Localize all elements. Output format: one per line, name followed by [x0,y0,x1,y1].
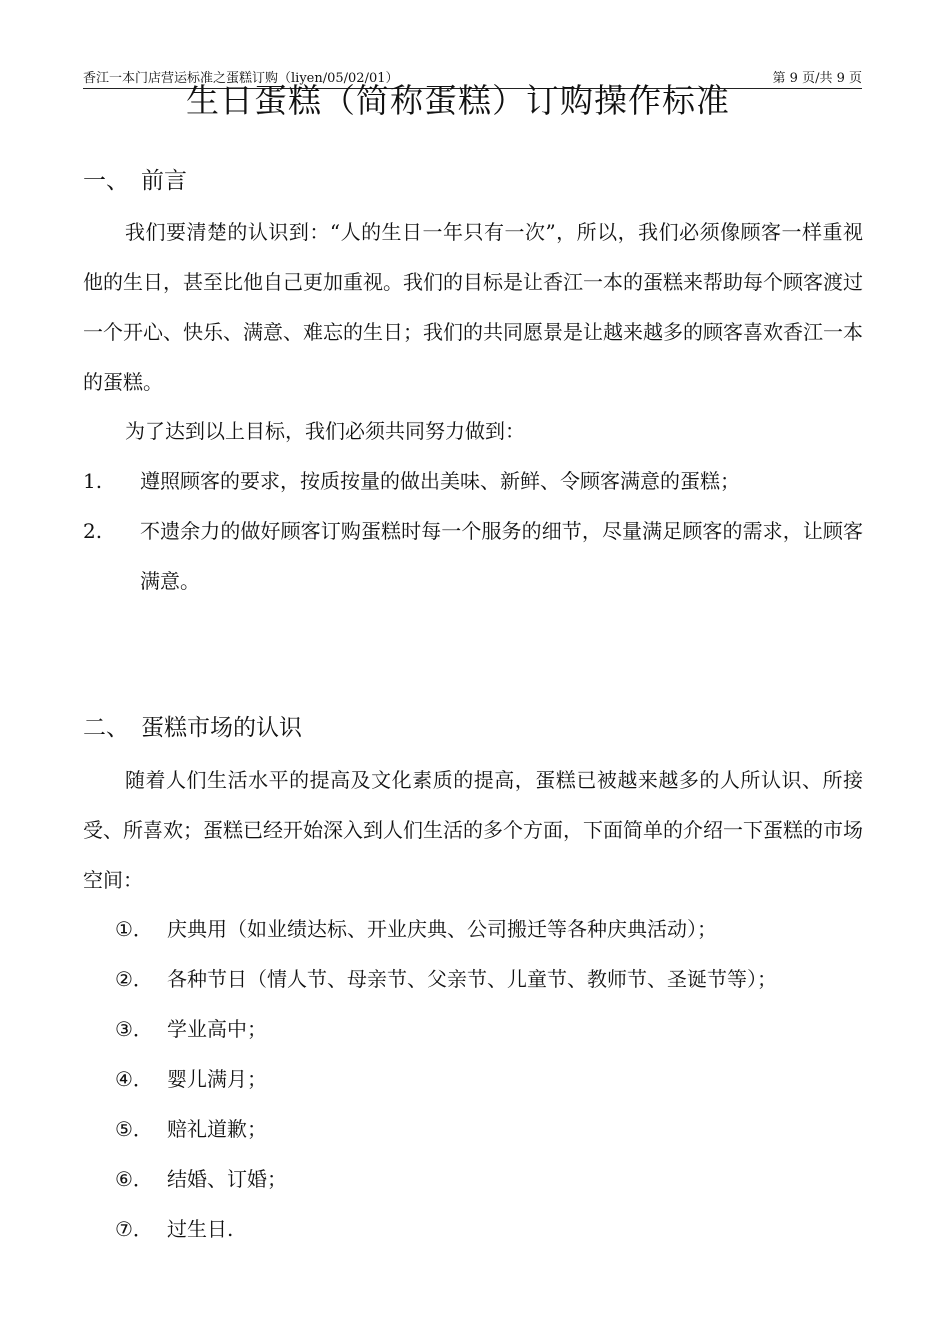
list-item-text: 结婚、订婚； [167,1167,287,1191]
item-text: 遵照顾客的要求，按质按量的做出美味、新鲜、令顾客满意的蛋糕； [140,469,740,493]
list-marker: ⑦． [115,1217,153,1241]
list-item-text: 各种节日（情人节、母亲节、父亲节、儿童节、教师节、圣诞节等）； [167,967,777,991]
list-item [115,1004,267,1054]
list-item [115,1154,287,1204]
list-item [115,1204,233,1254]
list-item-text: 过生日. [167,1217,234,1241]
list-marker: ②． [115,967,153,991]
list-marker: ⑤． [115,1117,153,1141]
section-title: 前言 [141,168,187,194]
item-number: 1. [83,469,103,493]
section-title: 蛋糕市场的认识 [141,715,302,741]
section-number: 二、 [83,715,129,741]
numbered-item [83,506,863,606]
market-paragraph: 随着人们生活水平的提高及文化素质的提高，蛋糕已被越来越多的人所认识、所接受、所喜欢；蛋糕已经开始深入到人们生活的多个方面，下面简单的介绍一下蛋糕的市场空间： [83,768,863,892]
header-document-label: 香江一本门店营运标准之蛋糕订购（liyen/05/02/01） [83,71,399,86]
list-item-text: 婴儿满月； [167,1067,267,1091]
numbered-item [83,456,863,506]
list-item [115,954,777,1004]
section-heading-preface [83,166,187,196]
list-marker: ③． [115,1017,153,1041]
section-number: 一、 [83,168,129,194]
preface-paragraph: 我们要清楚的认识到：“人的生日一年只有一次”，所以，我们必须像顾客一样重视他的生日，甚至比他自己更加重视。我们的目标是让香江一本的蛋糕来帮助每个顾客渡过一个开心、快乐、满意、难忘的生日；我们的共同愿景是让越来越多的顾客喜欢香江一本的蛋糕。 [83,220,863,394]
list-item [115,1104,267,1154]
list-marker: ⑥． [115,1167,153,1191]
goal-intro-paragraph: 为了达到以上目标，我们必须共同努力做到： [125,419,525,443]
document-title: 生日蛋糕（简称蛋糕）订购操作标准 [186,81,730,120]
section-heading-market [83,713,302,743]
list-marker: ①． [115,917,153,941]
list-item-text: 赔礼道歉； [167,1117,267,1141]
list-item-text: 庆典用（如业绩达标、开业庆典、公司搬迁等各种庆典活动）； [167,917,717,941]
item-text: 不遗余力的做好顾客订购蛋糕时每一个服务的细节，尽量满足顾客的需求，让顾客满意。 [140,519,863,593]
list-item-text: 学业高中； [167,1017,267,1041]
list-item [115,1054,267,1104]
item-number: 2. [83,519,103,543]
header-page-number: 第 9 页/共 9 页 [772,71,862,86]
list-item [115,904,717,954]
list-marker: ④． [115,1067,153,1091]
